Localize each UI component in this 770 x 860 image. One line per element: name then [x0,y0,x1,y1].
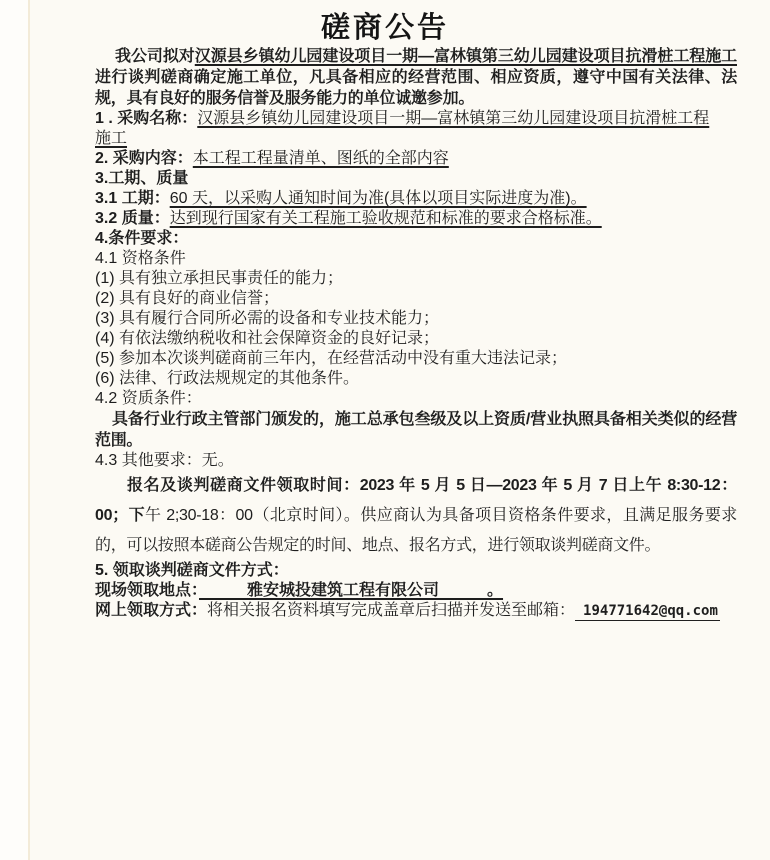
contact-email: 194771642@qq.com [575,603,720,621]
item-3-heading: 3.工期、质量 [95,170,189,187]
pickup-label: 现场领取地点： [95,582,200,599]
item-1-value: 汉源县乡镇幼儿园建设项目一期—富林镇第三幼儿园建设项目抗滑桩工程 [197,110,710,127]
condition-5: (5) 参加本次谈判磋商前三年内，在经营活动中没有重大违法记录； [95,350,568,367]
item-4-3-other [95,451,737,471]
item-2-value: 本工程工程量清单、图纸的全部内容 [192,150,449,167]
intro-project-name: 汉源县乡镇幼儿园建设项目一期—富林镇第三幼儿园建设项目抗滑桩工程施工 [194,48,737,65]
online-text: 将相关报名资料填写完成盖章后扫描并发送至邮箱： [207,602,576,619]
item-4-3-label: 4.3 其他要求： [95,452,202,469]
item-2-label: 2. 采购内容： [95,150,193,167]
signup-rest: 午 2;30-18：00（北京时间）。供应商认为具备项目资格条件要求，且满足服务要求的，可以按照本磋商公告规定的时间、地点、报名方式，进行领取谈判磋商文件。 [95,507,737,554]
condition-6: (6) 法律、行政法规规定的其他条件。 [95,370,360,387]
document-body [0,46,770,621]
intro-lead: 我公司拟对 [115,48,195,65]
qualification-paragraph: 具备行业行政主管部门颁发的，施工总承包叁级及以上资质/营业执照具备相关类似的经营范围。 [95,411,737,449]
intro-paragraph [95,46,737,109]
item-3-1-label: 3.1 工期： [95,190,170,207]
item-4-3-value: 无。 [201,452,234,469]
item-1-value-wrap [95,129,737,149]
item-5-heading: 5. 领取谈判磋商文件方式： [95,562,289,579]
online-label: 网上领取方式： [95,602,208,619]
item-4-2-heading: 4.2 资质条件： [95,390,202,407]
condition-4: (4) 有依法缴纳税收和社会保障资金的良好记录； [95,330,440,347]
item-4-1-heading: 4.1 资格条件 [95,250,186,267]
item-3-1-duration [95,189,737,209]
page-title: 磋商公告 [320,12,449,44]
item-1-label: 1 . 采购名称： [95,110,198,127]
intro-tail: 进行谈判磋商确定施工单位，凡具备相应的经营范围、相应资质，遵守中国有关法律、法规，具有良好的服务信誉及服务能力的单位诚邀参加。 [95,69,737,107]
online-pickup-line [95,601,737,621]
item-3-2-quality [95,209,737,229]
signup-time: 2023 年 5 月 5 日—2023 年 5 月 7 日上午 8:30-12：00；下 [95,477,737,524]
item-3-2-value: 达到现行国家有关工程施工验收规范和标准的要求合格标准。 [169,210,602,227]
signup-time-paragraph [95,471,737,561]
item-1-value-wrap-text: 施工 [95,130,128,147]
item-1-purchase-name [95,109,737,129]
pickup-location-line [95,581,737,601]
item-4-heading: 4.条件要求： [95,230,189,247]
item-2-purchase-content [95,149,737,169]
condition-1: (1) 具有独立承担民事责任的能力； [95,270,344,287]
condition-3: (3) 具有履行合同所必需的设备和专业技术能力； [95,310,440,327]
item-3-1-value: 60 天，以采购人通知时间为准(具体以项目实际进度为准)。 [169,190,587,207]
signup-label: 报名及谈判磋商文件领取时间： [127,477,360,494]
item-3-2-label: 3.2 质量： [95,210,170,227]
condition-2: (2) 具有良好的商业信誉； [95,290,280,307]
pickup-company-name: 雅安城投建筑工程有限公司 。 [199,582,504,599]
